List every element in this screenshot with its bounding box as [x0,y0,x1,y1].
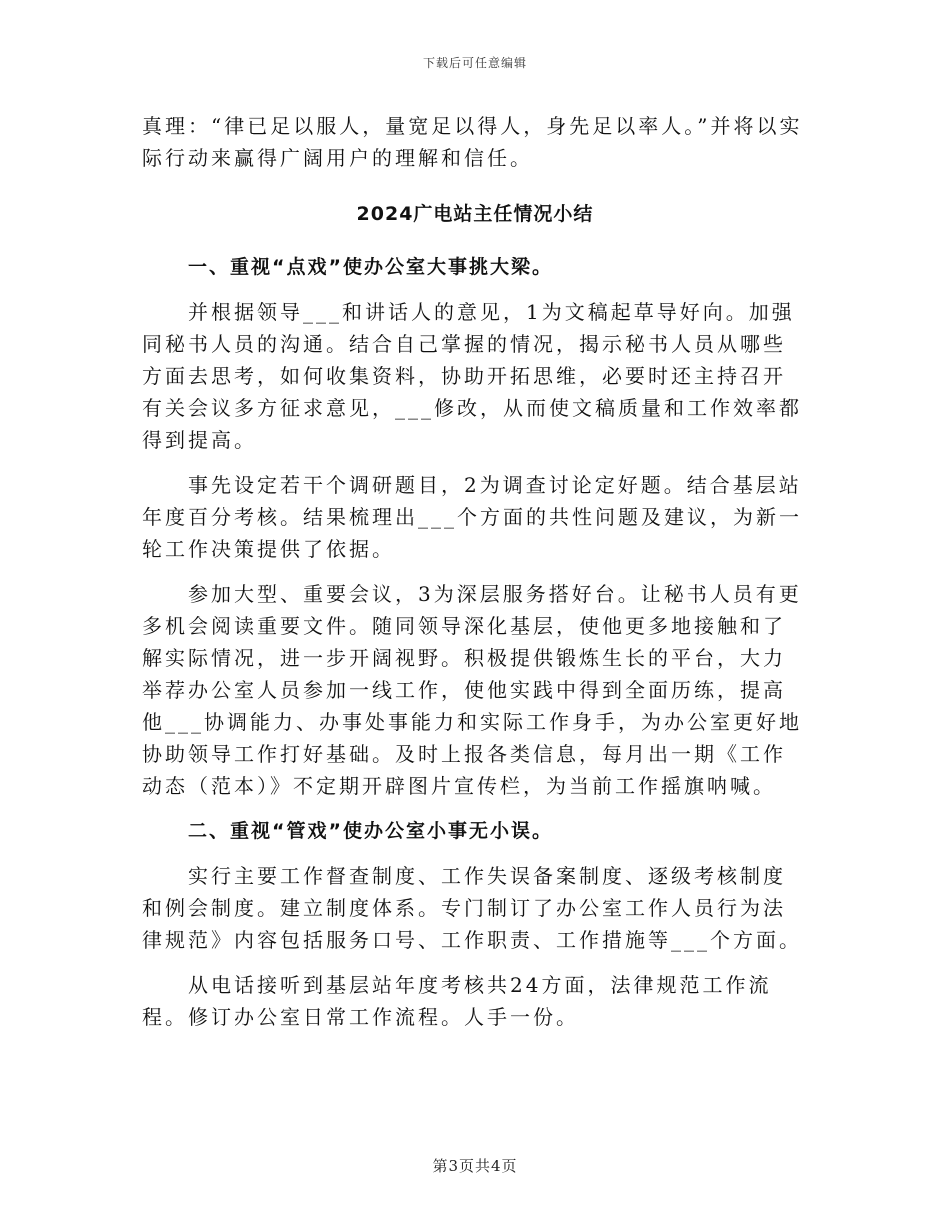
section-heading-1: 一、重视“点戏”使办公室大事挑大梁。 [188,256,553,278]
page-header-note: 下载后可任意编辑 [422,56,527,70]
document-title: 2024广电站主任情况小结 [356,203,594,225]
spacer [142,283,808,296]
section-1-paragraph-2: 事先设定若干个调研题目，2为调查讨论定好题。结合基层站年度百分考核。结果梳理出___个方面的共性问题及建议，为新一轮工作决策提供了依据。 [142,473,802,561]
section-1-paragraph-3: 参加大型、重要会议，3为深层服务搭好台。让秘书人员有更多机会阅读重要文件。随同领导深化基层，使他更多地接触和了解实际情况，进一步开阔视野。积极提供锻炼生长的平台，大力举荐办公室人员参加一线工作，使他实践中得到全面历练，提高他___协调能力、办事处事能力和实际工作身手，为办公室更好地协助领导工作打好基础。及时上报各类信息，每月出一期《工作动态（范本）》不定期开辟图片宣传栏，为当前工作摇旗呐喊。 [142,582,802,798]
intro-line-1: 真理：“律已足以服人，量宽足以得人，身先足以率人。”并将以实 [142,114,803,138]
section-2-paragraph-2: 从电话接听到基层站年度考核共24方面，法律规范工作流程。修订办公室日常工作流程。人手一份。 [142,973,772,1029]
section-heading-2: 二、重视“管戏”使办公室小事无小误。 [188,820,553,842]
spacer [142,847,808,860]
intro-line-2: 际行动来赢得广阔用户的理解和信任。 [142,146,533,170]
section-1-paragraph-1: 并根据领导___和讲话人的意见，1为文稿起草导好向。加强同秘书人员的沟通。结合自己掌握的情况，揭示秘书人员从哪些方面去思考，如何收集资料，协助开拓思维，必要时还主持召开有关会议多方征求意见，___修改，从而使文稿质量和工作效率都得到提高。 [142,300,802,452]
page-number: 第3页共4页 [432,1157,518,1175]
document-body [142,110,808,1033]
section-2-paragraph-1: 实行主要工作督查制度、工作失误备案制度、逐级考核制度和例会制度。建立制度体系。专门制订了办公室工作人员行为法律规范》内容包括服务口号、工作职责、工作措施等___个方面。 [142,864,802,952]
